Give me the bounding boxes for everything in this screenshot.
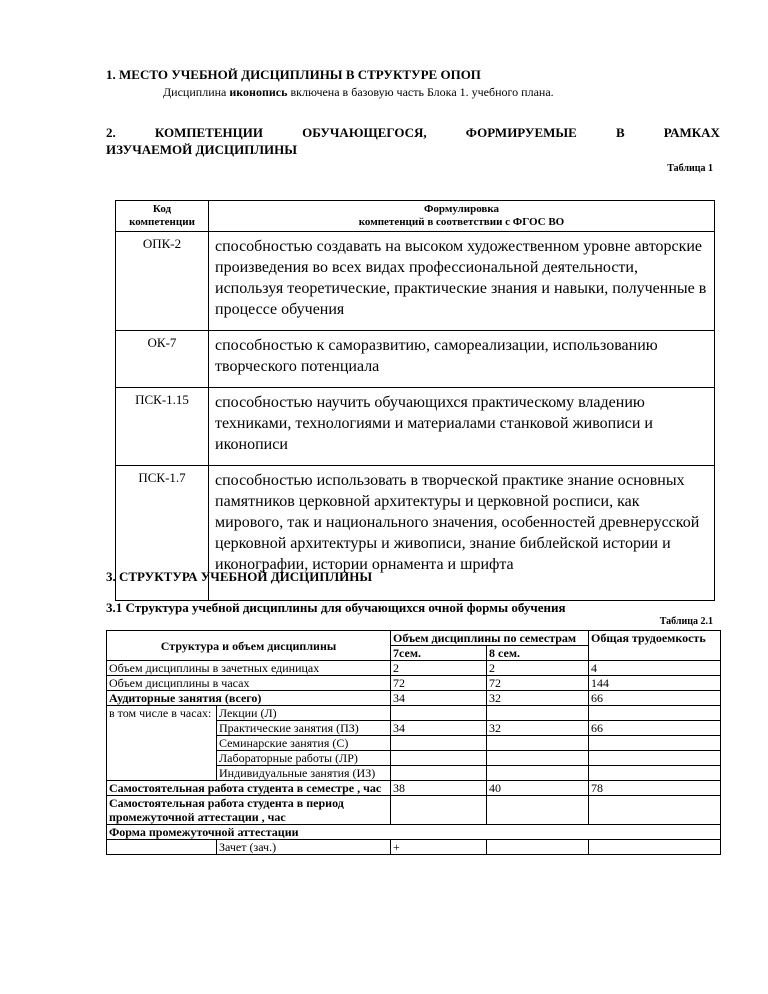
header-wording [209,201,715,232]
section1-text-bold: иконопись [229,85,288,99]
heading-word: ОБУЧАЮЩЕГОСЯ, [302,125,427,140]
header-sem7: 7сем. [391,646,487,661]
competency-text: способностью научить обучающихся практическому владению техниками, технологиями и материалами станковой живописи и иконописи [209,388,715,466]
cell-sem8 [487,751,589,766]
cell-sem8 [487,840,589,855]
cell-sem7: 34 [391,721,487,736]
cell-total: 66 [589,691,721,706]
cell-sem8: 72 [487,676,589,691]
table-row [107,676,721,691]
cell-sem8: 32 [487,721,589,736]
table-header-row [116,201,715,232]
competency-code: ПСК-1.15 [116,388,209,466]
header-code [116,201,209,232]
row-label: Лекции (Л) [217,706,391,721]
section1-heading: 1. МЕСТО УЧЕБНОЙ ДИСЦИПЛИНЫ В СТРУКТУРЕ ОПОП [106,67,481,82]
table-row [107,796,721,825]
section1-text [163,85,554,100]
row-label: Семинарские занятия (С) [217,736,391,751]
cell-sem7 [391,796,487,825]
row-label: Самостоятельная работа студента в семестре , час [107,781,391,796]
cell-total: 78 [589,781,721,796]
cell-sem8 [487,736,589,751]
cell-sem8: 2 [487,661,589,676]
section2-heading-line2: ИЗУЧАЕМОЙ ДИСЦИПЛИНЫ [106,142,297,157]
competency-code: ПСК-1.7 [116,466,209,601]
competency-text: способностью создавать на высоком художественном уровне авторские произведения во всех видах профессиональной деятельности, используя теоретические, практические знания и навыки, полученные в процессе обучения [209,232,715,331]
competency-code: ОПК-2 [116,232,209,331]
header-wording-line2: компетенций в соответствии с ФГОС ВО [358,216,565,228]
header-wording-line1: Формулировка [423,203,500,215]
cell-empty [107,840,217,855]
row-label: Форма промежуточной аттестации [107,825,721,840]
competencies-table [115,200,715,601]
table-row [107,825,721,840]
cell-total [589,796,721,825]
cell-sem7: + [391,840,487,855]
cell-sem8: 40 [487,781,589,796]
table-row [116,232,715,331]
row-label: Зачет (зач.) [217,840,391,855]
competency-code: ОК-7 [116,331,209,388]
cell-total [589,706,721,721]
heading-word: 2. [106,125,116,140]
table1-label: Таблица 1 [667,163,713,174]
heading-word: РАМКАХ [663,125,720,140]
header-code-line2: компетенции [129,216,195,228]
section3-heading: 3. СТРУКТУРА УЧЕБНОЙ ДИСЦИПЛИНЫ [106,569,373,584]
row-label: Практические занятия (ПЗ) [217,721,391,736]
cell-sem7: 38 [391,781,487,796]
row-label: Объем дисциплины в часах [107,676,391,691]
structure-table [106,630,721,855]
row-label: Объем дисциплины в зачетных единицах [107,661,391,676]
cell-sem7: 2 [391,661,487,676]
row-label: Аудиторные занятия (всего) [107,691,391,706]
cell-total: 144 [589,676,721,691]
table-row [107,781,721,796]
cell-sem7 [391,706,487,721]
row-label: Лабораторные работы (ЛР) [217,751,391,766]
table-header-row [107,631,721,646]
row-label: Самостоятельная работа студента в период промежуточной аттестации , час [107,796,391,825]
cell-total [589,840,721,855]
cell-total [589,766,721,781]
row-group-label: в том числе в часах: [107,706,217,781]
section1-text-after: включена в базовую часть Блока 1. учебного плана. [287,85,554,99]
heading-word: В [615,125,625,140]
cell-sem8 [487,706,589,721]
header-structure: Структура и объем дисциплины [107,631,391,661]
cell-sem8: 32 [487,691,589,706]
cell-sem8 [487,766,589,781]
table-row [107,840,721,855]
row-label: Индивидуальные занятия (ИЗ) [217,766,391,781]
cell-total: 66 [589,721,721,736]
competency-text: способностью использовать в творческой практике знание основных памятников церковной архитектуры и церковной росписи, как мирового, так и национального значения, особенностей древнерусской церковной архитектуры и живописи, знание библейской истории и иконографии, истории орнамента и шрифта [209,466,715,601]
table-row [116,331,715,388]
heading-word: ФОРМИРУЕМЫЕ [465,125,577,140]
section3-subheading: 3.1 Структура учебной дисциплины для обучающихся очной формы обучения [106,600,566,615]
table-row [107,661,721,676]
heading-word: КОМПЕТЕНЦИИ [154,125,263,140]
section2-heading-line1 [106,125,720,141]
cell-sem7: 34 [391,691,487,706]
cell-sem7 [391,751,487,766]
section1-text-before: Дисциплина [163,85,230,99]
header-code-line1: Код [152,203,172,215]
cell-sem7 [391,736,487,751]
header-total: Общая трудоемкость [589,631,721,661]
cell-sem7: 72 [391,676,487,691]
header-volume: Объем дисциплины по семестрам [391,631,589,646]
table-row [116,388,715,466]
cell-sem8 [487,796,589,825]
table-row [107,706,721,721]
cell-total [589,751,721,766]
table2-label: Таблица 2.1 [659,616,713,627]
competency-text: способностью к саморазвитию, самореализации, использованию творческого потенциала [209,331,715,388]
cell-total: 4 [589,661,721,676]
header-sem8: 8 сем. [487,646,589,661]
cell-sem7 [391,766,487,781]
table-row [107,691,721,706]
cell-total [589,736,721,751]
